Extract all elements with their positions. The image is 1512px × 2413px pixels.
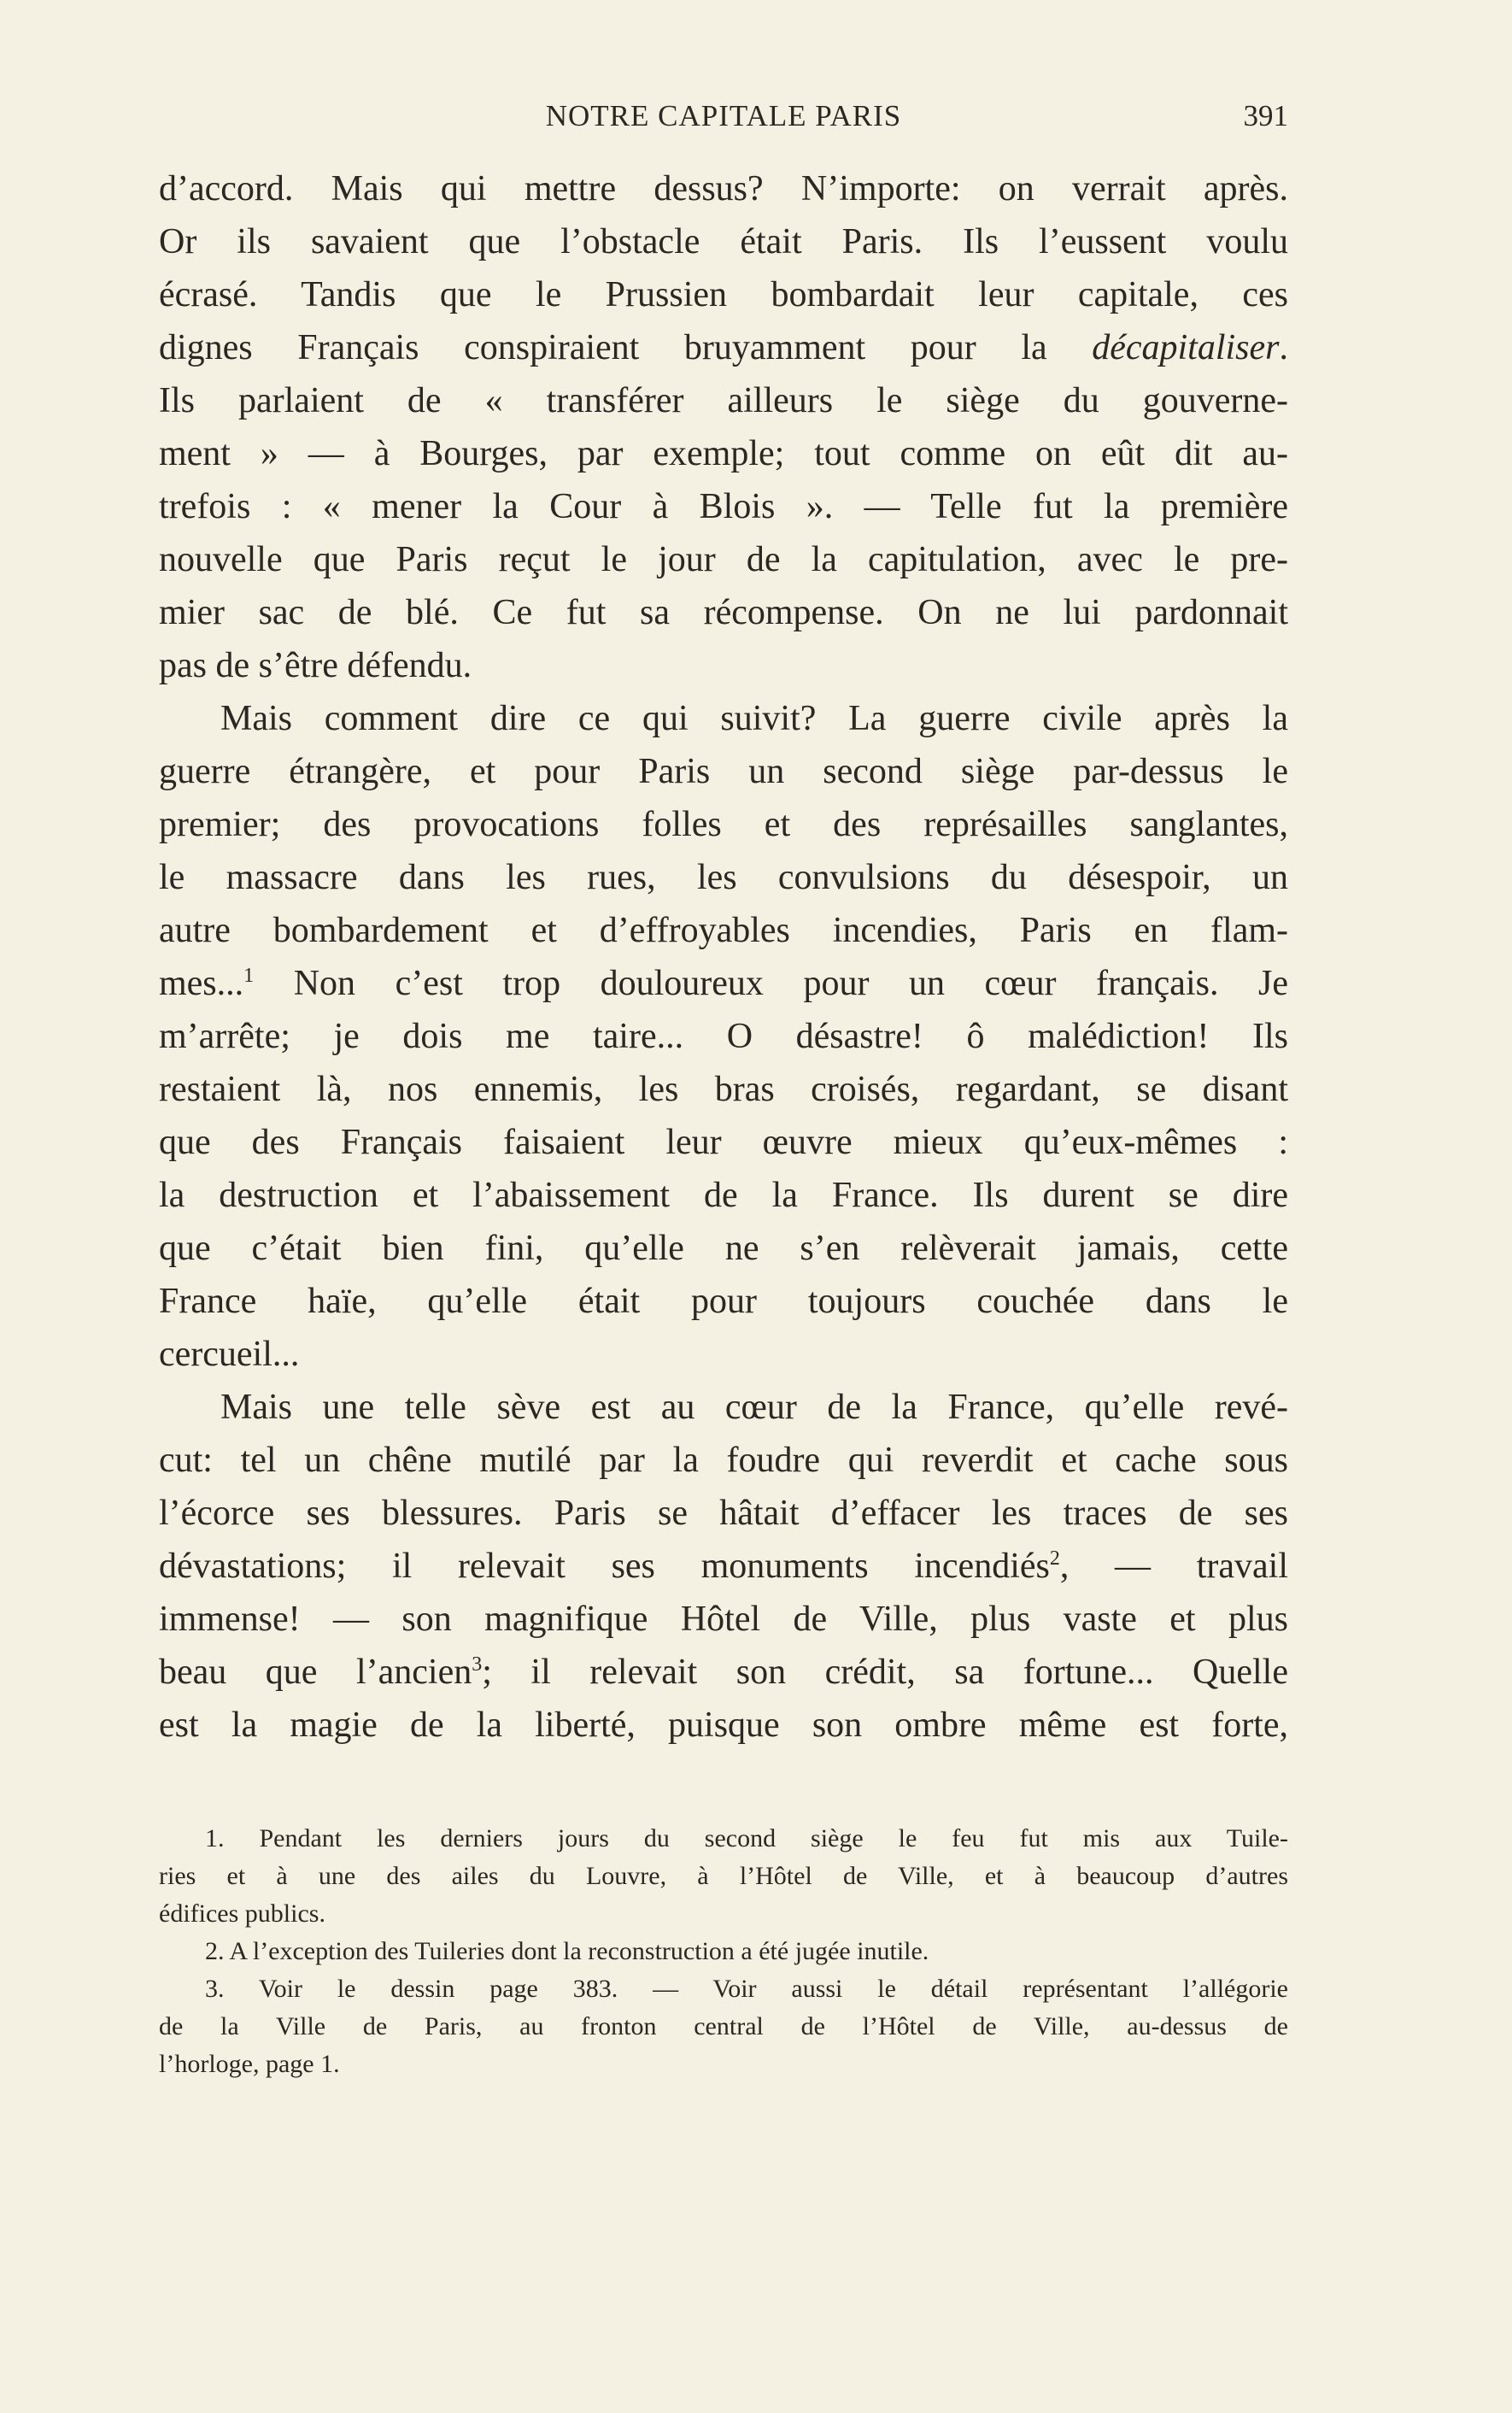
footnote-line: l’horloge, page 1. bbox=[159, 2050, 340, 2078]
text-line: nouvelle que Paris reçut le jour de la capitulation, avec le pre- bbox=[159, 540, 1288, 579]
text-fragment: beau que l’ancien bbox=[159, 1653, 472, 1692]
text-line: Mais comment dire ce qui suivit? La guerre civile après la bbox=[220, 699, 1288, 738]
running-head bbox=[159, 92, 1288, 144]
text-line: la destruction et l’abaissement de la France. Ils durent se dire bbox=[159, 1176, 1288, 1215]
page-number: 391 bbox=[1243, 99, 1288, 132]
text-fragment: dévastations; il relevait ses monuments incendiés bbox=[159, 1547, 1050, 1586]
text-line: que c’était bien fini, qu’elle ne s’en relèverait jamais, cette bbox=[159, 1229, 1288, 1268]
footnote-line: 1. Pendant les derniers jours du second siège le feu fut mis aux Tuile- bbox=[205, 1824, 1288, 1852]
running-title: NOTRE CAPITALE PARIS bbox=[545, 99, 902, 132]
footnote-ref: 1 bbox=[243, 965, 255, 987]
text-line: écrasé. Tandis que le Prussien bombardait leur capitale, ces bbox=[159, 275, 1288, 314]
footnote-line: édifices publics. bbox=[159, 1899, 325, 1928]
text-line: guerre étrangère, et pour Paris un second siège par-dessus le bbox=[159, 752, 1288, 791]
text-line: que des Français faisaient leur œuvre mieux qu’eux-mêmes : bbox=[159, 1123, 1288, 1162]
text-line: immense! — son magnifique Hôtel de Ville, plus vaste et plus bbox=[159, 1600, 1288, 1639]
text-line: mier sac de blé. Ce fut sa récompense. On ne lui pardonnait bbox=[159, 593, 1288, 632]
text-fragment: ; il relevait son crédit, sa fortune... Quelle bbox=[482, 1653, 1288, 1692]
text-line bbox=[159, 1540, 1288, 1593]
text-fragment: dignes Français conspiraient bruyamment pour la bbox=[159, 328, 1093, 367]
text-line: Mais une telle sève est au cœur de la France, qu’elle revé- bbox=[220, 1388, 1288, 1427]
text-line bbox=[159, 957, 1288, 1010]
text-line: trefois : « mener la Cour à Blois ». — Telle fut la première bbox=[159, 487, 1288, 526]
footnotes bbox=[159, 1820, 1288, 2083]
text-line: premier; des provocations folles et des représailles sanglantes, bbox=[159, 805, 1288, 844]
footnote-ref: 2 bbox=[1049, 1547, 1060, 1570]
text-line: cercueil... bbox=[159, 1335, 300, 1374]
text-line: restaient là, nos ennemis, les bras croisés, regardant, se disant bbox=[159, 1070, 1288, 1109]
text-line bbox=[159, 1646, 1288, 1699]
text-fragment: , — travail bbox=[1059, 1547, 1288, 1586]
footnote-line: de la Ville de Paris, au fronton central de l’Hôtel de Ville, au-dessus de bbox=[159, 2012, 1288, 2040]
text-line: Ils parlaient de « transférer ailleurs le siège du gouverne- bbox=[159, 381, 1288, 420]
footnote-ref: 3 bbox=[472, 1653, 483, 1676]
text-line: l’écorce ses blessures. Paris se hâtait d’effacer les traces de ses bbox=[159, 1494, 1288, 1533]
footnote-line: 2. A l’exception des Tuileries dont la reconstruction a été jugée inutile. bbox=[205, 1937, 929, 1965]
text-line bbox=[159, 321, 1288, 374]
text-line: autre bombardement et d’effroyables incendies, Paris en flam- bbox=[159, 911, 1288, 950]
text-line: est la magie de la liberté, puisque son ombre même est forte, bbox=[159, 1706, 1288, 1745]
footnote-line: 3. Voir le dessin page 383. — Voir aussi le détail représentant l’allégorie bbox=[205, 1975, 1288, 2003]
text-line: Or ils savaient que l’obstacle était Paris. Ils l’eussent voulu bbox=[159, 222, 1288, 261]
text-line: cut: tel un chêne mutilé par la foudre qui reverdit et cache sous bbox=[159, 1441, 1288, 1480]
text-line: d’accord. Mais qui mettre dessus? N’importe: on verrait après. bbox=[159, 169, 1288, 208]
text-line: pas de s’être défendu. bbox=[159, 646, 472, 685]
text-line: m’arrête; je dois me taire... O désastre! ô malédiction! Ils bbox=[159, 1017, 1288, 1056]
text-fragment: . bbox=[1279, 328, 1288, 367]
text-fragment: Non c’est trop douloureux pour un cœur français. Je bbox=[254, 964, 1288, 1003]
text-line: France haïe, qu’elle était pour toujours couchée dans le bbox=[159, 1282, 1288, 1321]
text-line: le massacre dans les rues, les convulsions du désespoir, un bbox=[159, 858, 1288, 897]
italic-word: décapitaliser bbox=[1092, 328, 1280, 367]
text-line: ment » — à Bourges, par exemple; tout comme on eût dit au- bbox=[159, 434, 1288, 473]
body-text bbox=[159, 162, 1288, 1752]
footnote-line: ries et à une des ailes du Louvre, à l’Hôtel de Ville, et à beaucoup d’autres bbox=[159, 1862, 1288, 1890]
text-fragment: mes... bbox=[159, 964, 244, 1003]
